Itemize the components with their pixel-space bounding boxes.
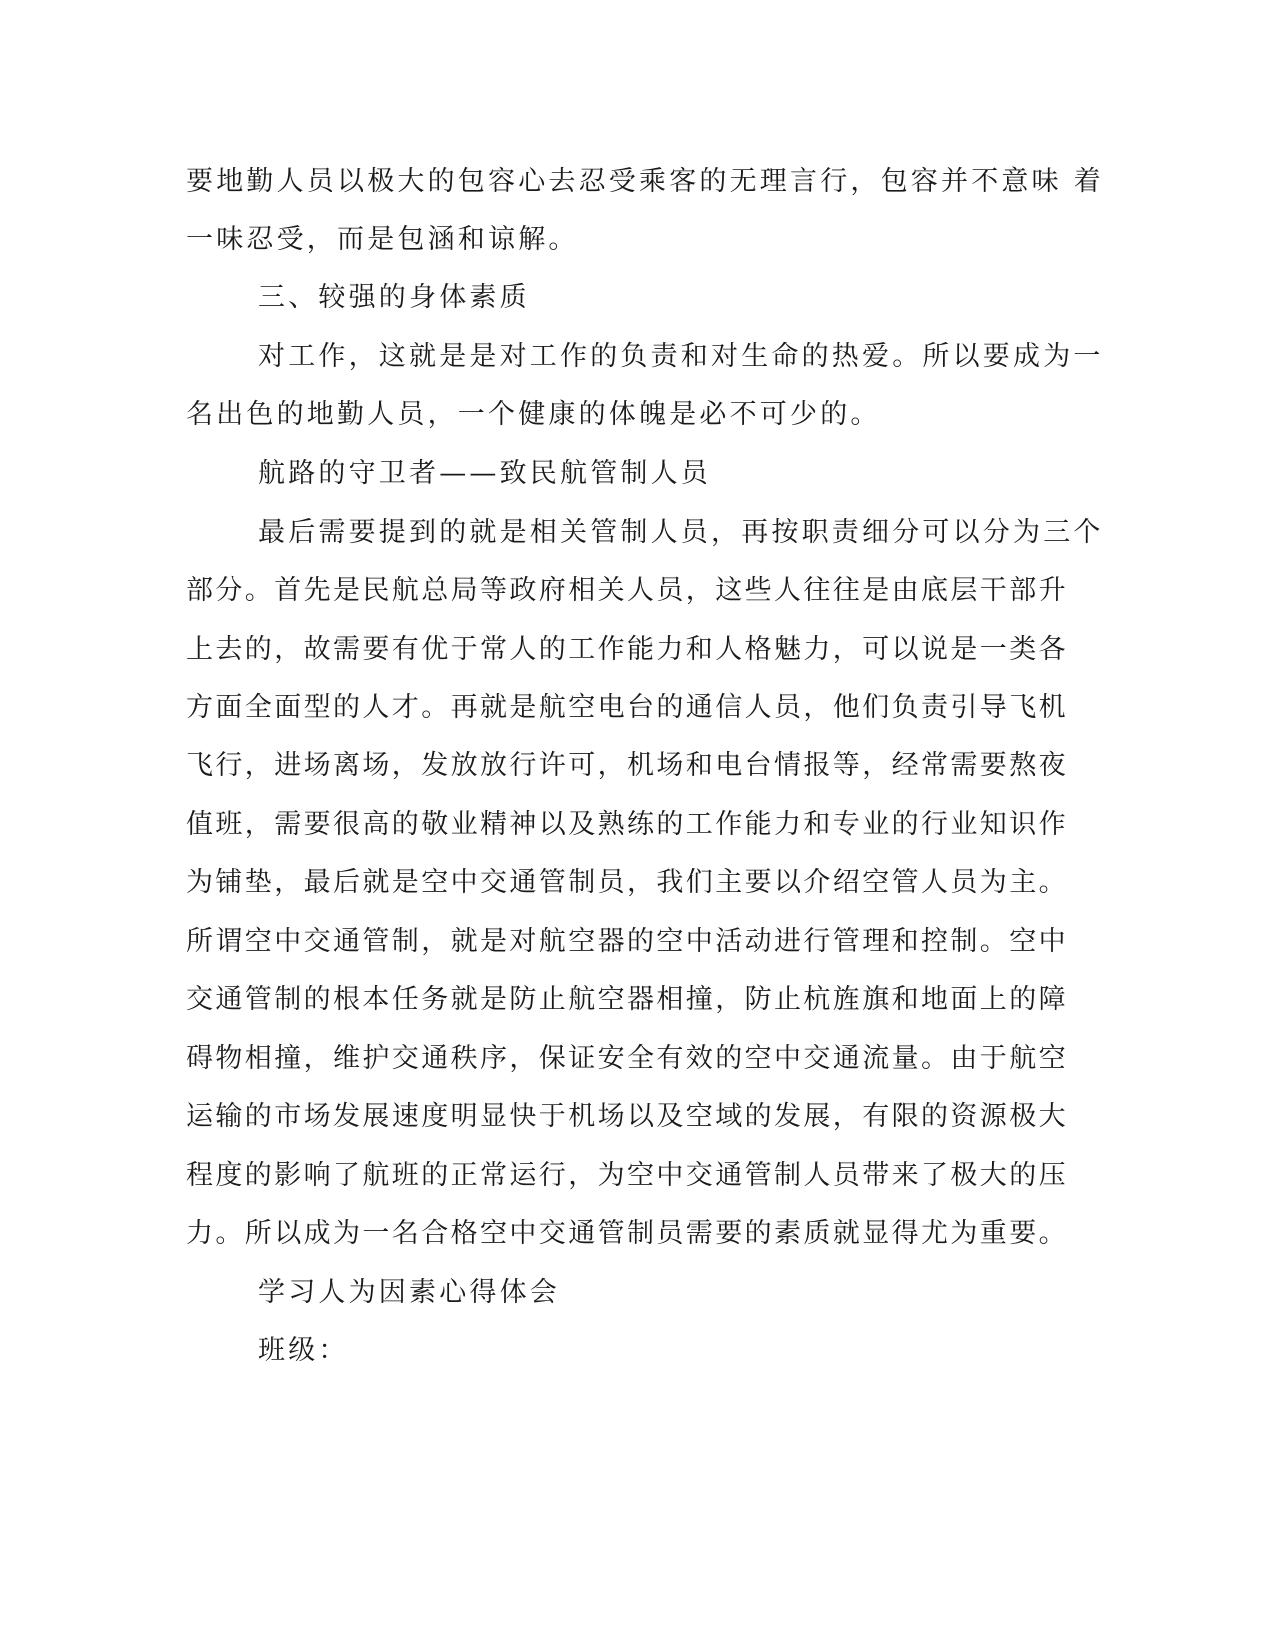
class-label: 班级： [258,1335,349,1366]
section-heading: 三、较强的身体素质 [258,282,530,313]
section-heading: 学习人为因素心得体会 [258,1277,560,1308]
paragraph-line: 要地勤人员以极大的包容心去忍受乘客的无理言行，包容并不意味 着 [186,166,1104,197]
paragraph-line: 力。所以成为一名合格空中交通管制员需要的素质就显得尤为重要。 [186,1218,1068,1249]
paragraph-line: 一味忍受，而是包涵和谅解。 [186,224,579,255]
paragraph-line: 对工作，这就是是对工作的负责和对生命的热爱。所以要成为一 [258,341,1104,372]
paragraph-line: 所谓空中交通管制，就是对航空器的空中活动进行管理和控制。空中 [186,926,1068,957]
paragraph-line: 碍物相撞，维护交通秩序，保证安全有效的空中交通流量。由于航空 [186,1043,1068,1074]
paragraph-line: 方面全面型的人才。再就是航空电台的通信人员，他们负责引导飞机 [186,692,1068,723]
paragraph-line: 交通管制的根本任务就是防止航空器相撞，防止杭旌旗和地面上的障 [186,984,1068,1015]
paragraph-line: 程度的影响了航班的正常运行，为空中交通管制人员带来了极大的压 [186,1160,1068,1191]
paragraph-line: 运输的市场发展速度明显快于机场以及空域的发展，有限的资源极大 [186,1101,1068,1132]
paragraph-line: 上去的，故需要有优于常人的工作能力和人格魅力，可以说是一类各 [186,634,1068,665]
paragraph-line: 为铺垫，最后就是空中交通管制员，我们主要以介绍空管人员为主。 [186,867,1068,898]
paragraph-line: 部分。首先是民航总局等政府相关人员，这些人往往是由底层干部升 [186,575,1068,606]
paragraph-line: 最后需要提到的就是相关管制人员，再按职责细分可以分为三个 [258,517,1104,548]
paragraph-line: 值班，需要很高的敬业精神以及熟练的工作能力和专业的行业知识作 [186,809,1068,840]
paragraph-line: 飞行，进场离场，发放放行许可，机场和电台情报等，经常需要熬夜 [186,750,1068,781]
section-heading: 航路的守卫者——致民航管制人员 [258,458,711,489]
paragraph-line: 名出色的地勤人员，一个健康的体魄是必不可少的。 [186,399,881,430]
